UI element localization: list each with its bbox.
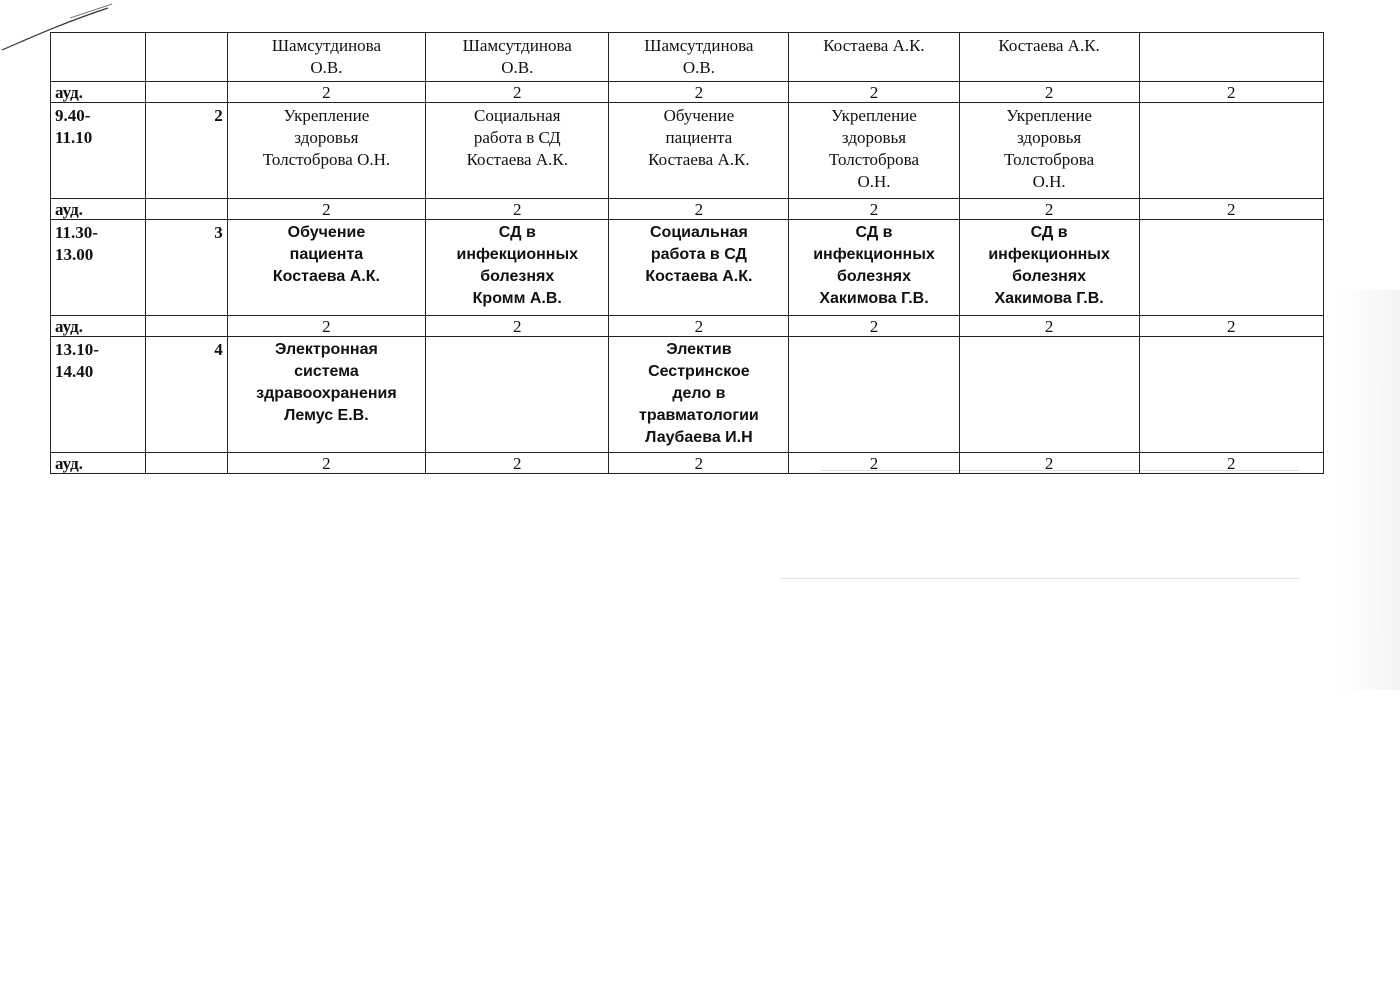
auditorium-label: ауд. <box>51 82 146 103</box>
auditorium-label: ауд. <box>51 453 146 474</box>
lesson-cell: Социальная работа в СД Костаева А.К. <box>609 220 789 316</box>
lesson-cell: Обучение пациента Костаева А.К. <box>227 220 425 316</box>
lesson-row <box>51 103 1324 199</box>
auditorium-row <box>51 82 1324 103</box>
auditorium-value: 2 <box>1139 453 1323 474</box>
lesson-cell: СД в инфекционных болезнях Хакимова Г.В. <box>789 220 959 316</box>
lesson-row <box>51 220 1324 316</box>
teacher-cell: Шамсутдинова О.В. <box>227 33 425 82</box>
auditorium-value: 2 <box>789 82 959 103</box>
empty-cell <box>146 82 227 103</box>
auditorium-label: ауд. <box>51 199 146 220</box>
lesson-cell: Электронная система здравоохранения Лемус Е.В. <box>227 337 425 453</box>
empty-cell <box>146 453 227 474</box>
auditorium-value: 2 <box>789 316 959 337</box>
auditorium-value: 2 <box>1139 199 1323 220</box>
empty-cell <box>146 33 227 82</box>
lesson-number: 2 <box>146 103 227 199</box>
auditorium-value: 2 <box>1139 82 1323 103</box>
teacher-cell <box>1139 33 1323 82</box>
auditorium-value: 2 <box>609 199 789 220</box>
teacher-cell: Шамсутдинова О.В. <box>426 33 609 82</box>
auditorium-value: 2 <box>426 199 609 220</box>
auditorium-value: 2 <box>959 82 1139 103</box>
teacher-row <box>51 33 1324 82</box>
lesson-cell <box>426 337 609 453</box>
auditorium-value: 2 <box>227 453 425 474</box>
auditorium-row <box>51 453 1324 474</box>
auditorium-row <box>51 316 1324 337</box>
teacher-cell: Костаева А.К. <box>959 33 1139 82</box>
schedule-table <box>50 32 1324 474</box>
lesson-cell <box>1139 103 1323 199</box>
scan-shadow <box>1340 290 1400 690</box>
auditorium-value: 2 <box>959 199 1139 220</box>
auditorium-value: 2 <box>227 199 425 220</box>
auditorium-value: 2 <box>609 453 789 474</box>
lesson-cell: СД в инфекционных болезнях Хакимова Г.В. <box>959 220 1139 316</box>
bleed-through-line <box>780 578 1300 579</box>
lesson-time: 13.10- 14.40 <box>51 337 146 453</box>
lesson-cell <box>789 337 959 453</box>
auditorium-value: 2 <box>227 82 425 103</box>
auditorium-value: 2 <box>426 453 609 474</box>
auditorium-value: 2 <box>609 316 789 337</box>
lesson-cell: СД в инфекционных болезнях Кромм А.В. <box>426 220 609 316</box>
lesson-cell: Укрепление здоровья Толстоброва О.Н. <box>959 103 1139 199</box>
empty-cell <box>146 199 227 220</box>
lesson-cell: Электив Сестринское дело в травматологии Лаубаева И.Н <box>609 337 789 453</box>
auditorium-value: 2 <box>227 316 425 337</box>
empty-cell <box>146 316 227 337</box>
auditorium-row <box>51 199 1324 220</box>
auditorium-label: ауд. <box>51 316 146 337</box>
auditorium-value: 2 <box>789 453 959 474</box>
lesson-cell: Укрепление здоровья Толстоброва О.Н. <box>789 103 959 199</box>
lesson-time: 11.30- 13.00 <box>51 220 146 316</box>
auditorium-value: 2 <box>959 316 1139 337</box>
lesson-cell: Обучение пациента Костаева А.К. <box>609 103 789 199</box>
auditorium-value: 2 <box>426 82 609 103</box>
auditorium-value: 2 <box>609 82 789 103</box>
lesson-row <box>51 337 1324 453</box>
lesson-cell: Укрепление здоровья Толстоброва О.Н. <box>227 103 425 199</box>
lesson-number: 3 <box>146 220 227 316</box>
auditorium-value: 2 <box>959 453 1139 474</box>
lesson-cell <box>1139 220 1323 316</box>
teacher-cell: Шамсутдинова О.В. <box>609 33 789 82</box>
lesson-cell <box>1139 337 1323 453</box>
auditorium-value: 2 <box>1139 316 1323 337</box>
lesson-number: 4 <box>146 337 227 453</box>
empty-cell <box>51 33 146 82</box>
lesson-cell <box>959 337 1139 453</box>
teacher-cell: Костаева А.К. <box>789 33 959 82</box>
lesson-time: 9.40- 11.10 <box>51 103 146 199</box>
auditorium-value: 2 <box>426 316 609 337</box>
lesson-cell: Социальная работа в СД Костаева А.К. <box>426 103 609 199</box>
auditorium-value: 2 <box>789 199 959 220</box>
